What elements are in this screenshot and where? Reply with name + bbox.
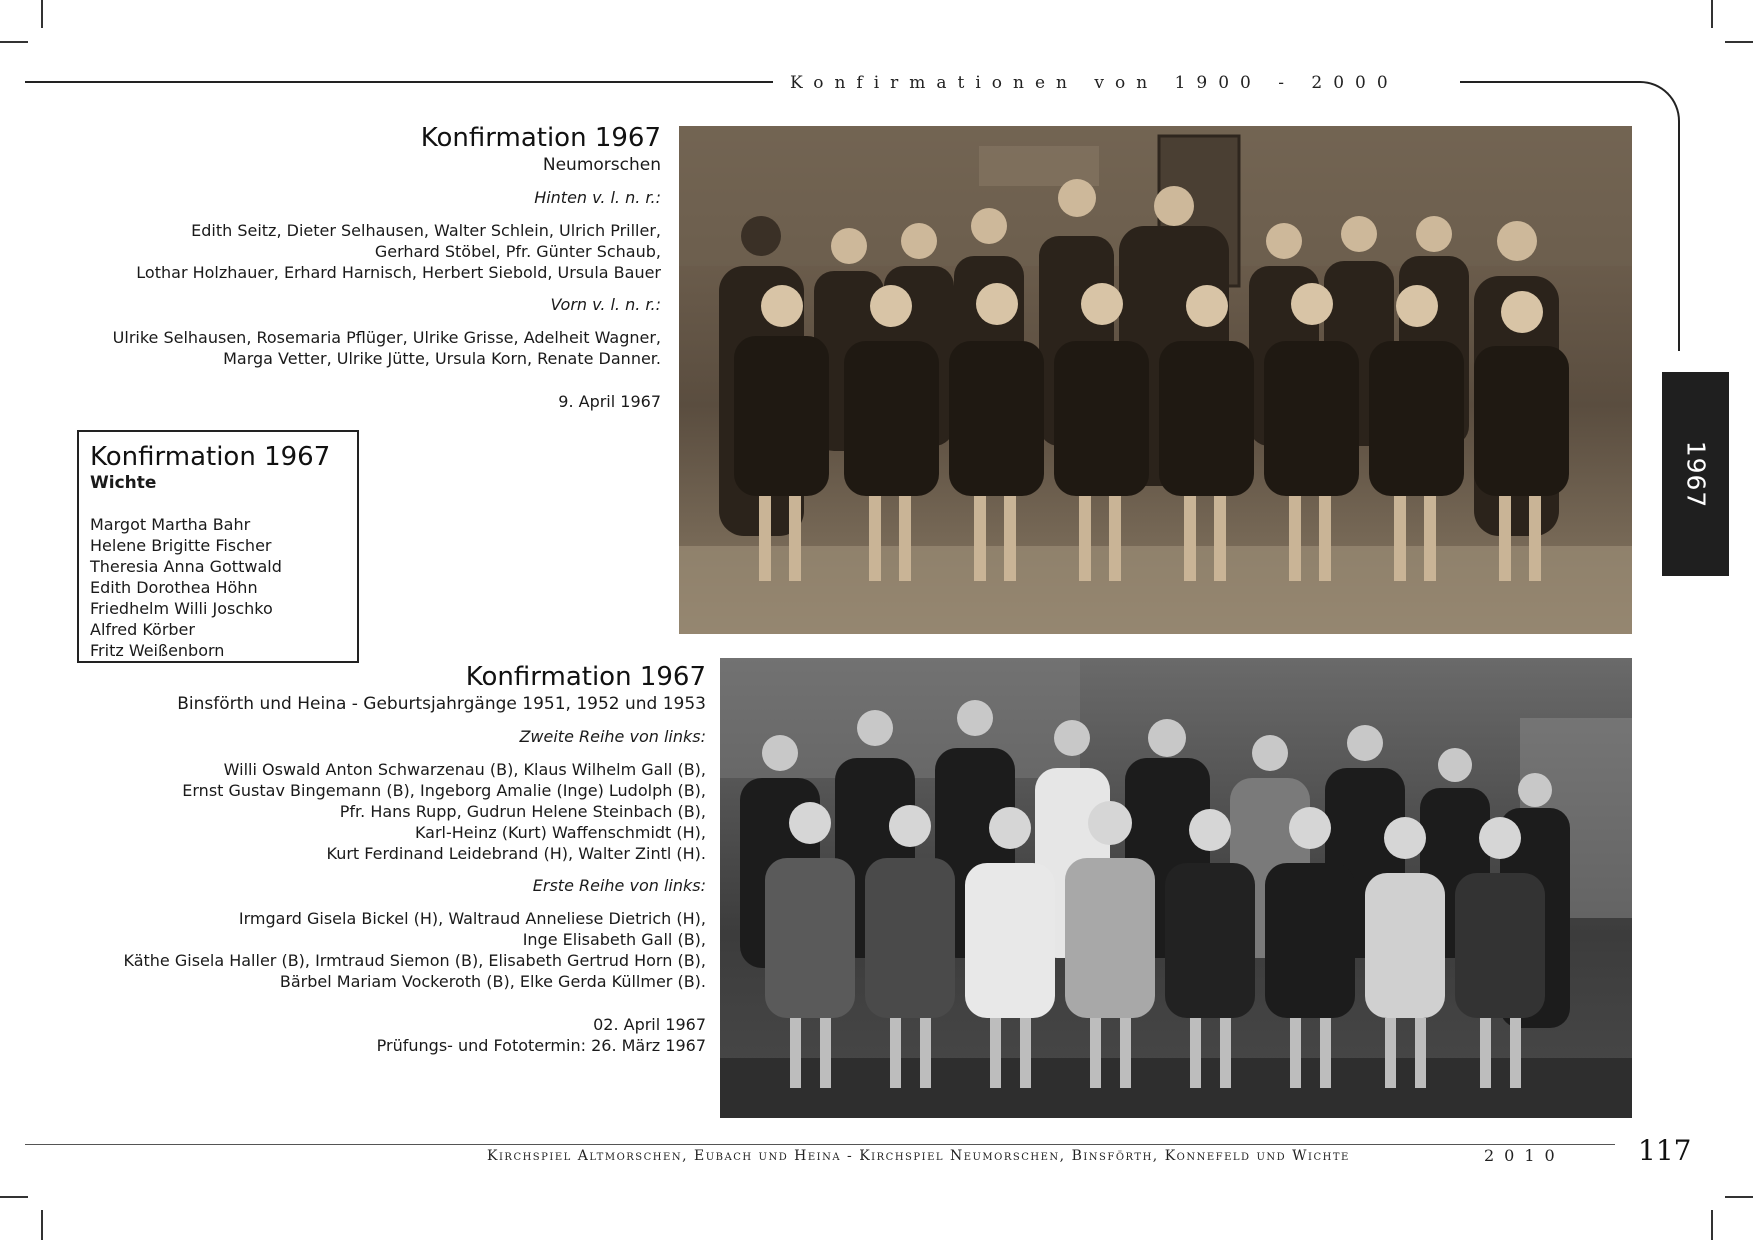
footer-parish-text: Kirchspiel Altmorschen, Eubach und Heina - Kirchspiel Neumorschen, Binsförth, Konnefeld und Wichte [487, 1148, 1350, 1164]
footer-year: 2010 [1484, 1146, 1565, 1165]
year-tab [1662, 372, 1729, 576]
section-place: Neumorschen [542, 155, 661, 175]
crop-mark [41, 0, 43, 28]
name-line: Edith Seitz, Dieter Selhausen, Walter Schlein, Ulrich Priller, [191, 221, 661, 240]
page-number: 117 [1638, 1134, 1692, 1167]
list-item: Helene Brigitte Fischer [90, 536, 272, 555]
photo-date: Prüfungs- und Fototermin: 26. März 1967 [376, 1036, 706, 1055]
name-line: Pfr. Hans Rupp, Gudrun Helene Steinbach (B), [339, 802, 706, 821]
crop-mark [1711, 1210, 1713, 1240]
group-photo-neumorschen [679, 126, 1632, 634]
name-line: Gerhard Stöbel, Pfr. Günter Schaub, [374, 242, 661, 261]
crop-mark [1711, 0, 1713, 28]
wichte-box [77, 430, 359, 663]
section-place: Binsförth und Heina - Geburtsjahrgänge 1951, 1952 und 1953 [177, 694, 706, 714]
year-tab-label: 1967 [1681, 440, 1710, 508]
section-binsfoerth-heina [100, 661, 706, 1056]
name-line: Irmgard Gisela Bickel (H), Waltraud Anneliese Dietrich (H), [238, 909, 706, 928]
crop-mark [1725, 1196, 1753, 1198]
front-row-label: Vorn v. l. n. r.: [550, 295, 661, 314]
list-item: Alfred Körber [90, 620, 195, 639]
name-line: Ernst Gustav Bingemann (B), Ingeborg Amalie (Inge) Ludolph (B), [182, 781, 706, 800]
list-item: Fritz Weißenborn [90, 641, 225, 660]
name-line: Kurt Ferdinand Leidebrand (H), Walter Zintl (H). [326, 844, 706, 863]
wichte-place: Wichte [90, 473, 157, 493]
section-title: Konfirmation 1967 [420, 123, 661, 153]
section-title: Konfirmation 1967 [465, 662, 706, 692]
crop-mark [0, 41, 28, 43]
list-item: Edith Dorothea Höhn [90, 578, 258, 597]
wichte-name-list [90, 514, 346, 661]
second-row-label: Zweite Reihe von links: [519, 727, 706, 746]
name-line: Bärbel Mariam Vockeroth (B), Elke Gerda Küllmer (B). [279, 972, 706, 991]
name-line: Käthe Gisela Haller (B), Irmtraud Siemon (B), Elisabeth Gertrud Horn (B), [123, 951, 706, 970]
first-row-label: Erste Reihe von links: [532, 876, 706, 895]
confirmation-date: 9. April 1967 [558, 392, 661, 411]
wichte-title: Konfirmation 1967 [90, 442, 331, 472]
list-item: Friedhelm Willi Joschko [90, 599, 273, 618]
header-title: Konfirmationen von 1900 - 2000 [790, 73, 1399, 93]
crop-mark [1725, 41, 1753, 43]
name-line: Ulrike Selhausen, Rosemaria Pflüger, Ulrike Grisse, Adelheit Wagner, [112, 328, 661, 347]
confirmation-date: 02. April 1967 [593, 1015, 706, 1034]
footer-rule [25, 1144, 1615, 1145]
list-item: Margot Martha Bahr [90, 515, 251, 534]
section-neumorschen [100, 122, 661, 412]
name-line: Lothar Holzhauer, Erhard Harnisch, Herbert Siebold, Ursula Bauer [136, 263, 661, 282]
crop-mark [0, 1196, 28, 1198]
list-item: Theresia Anna Gottwald [90, 557, 282, 576]
name-line: Inge Elisabeth Gall (B), [522, 930, 706, 949]
back-row-label: Hinten v. l. n. r.: [534, 188, 661, 207]
crop-mark [41, 1210, 43, 1240]
header-rule-left [25, 81, 773, 83]
group-photo-binsfoerth-heina [720, 658, 1632, 1118]
name-line: Karl-Heinz (Kurt) Waffenschmidt (H), [414, 823, 706, 842]
name-line: Willi Oswald Anton Schwarzenau (B), Klaus Wilhelm Gall (B), [223, 760, 706, 779]
name-line: Marga Vetter, Ulrike Jütte, Ursula Korn, Renate Danner. [223, 349, 661, 368]
